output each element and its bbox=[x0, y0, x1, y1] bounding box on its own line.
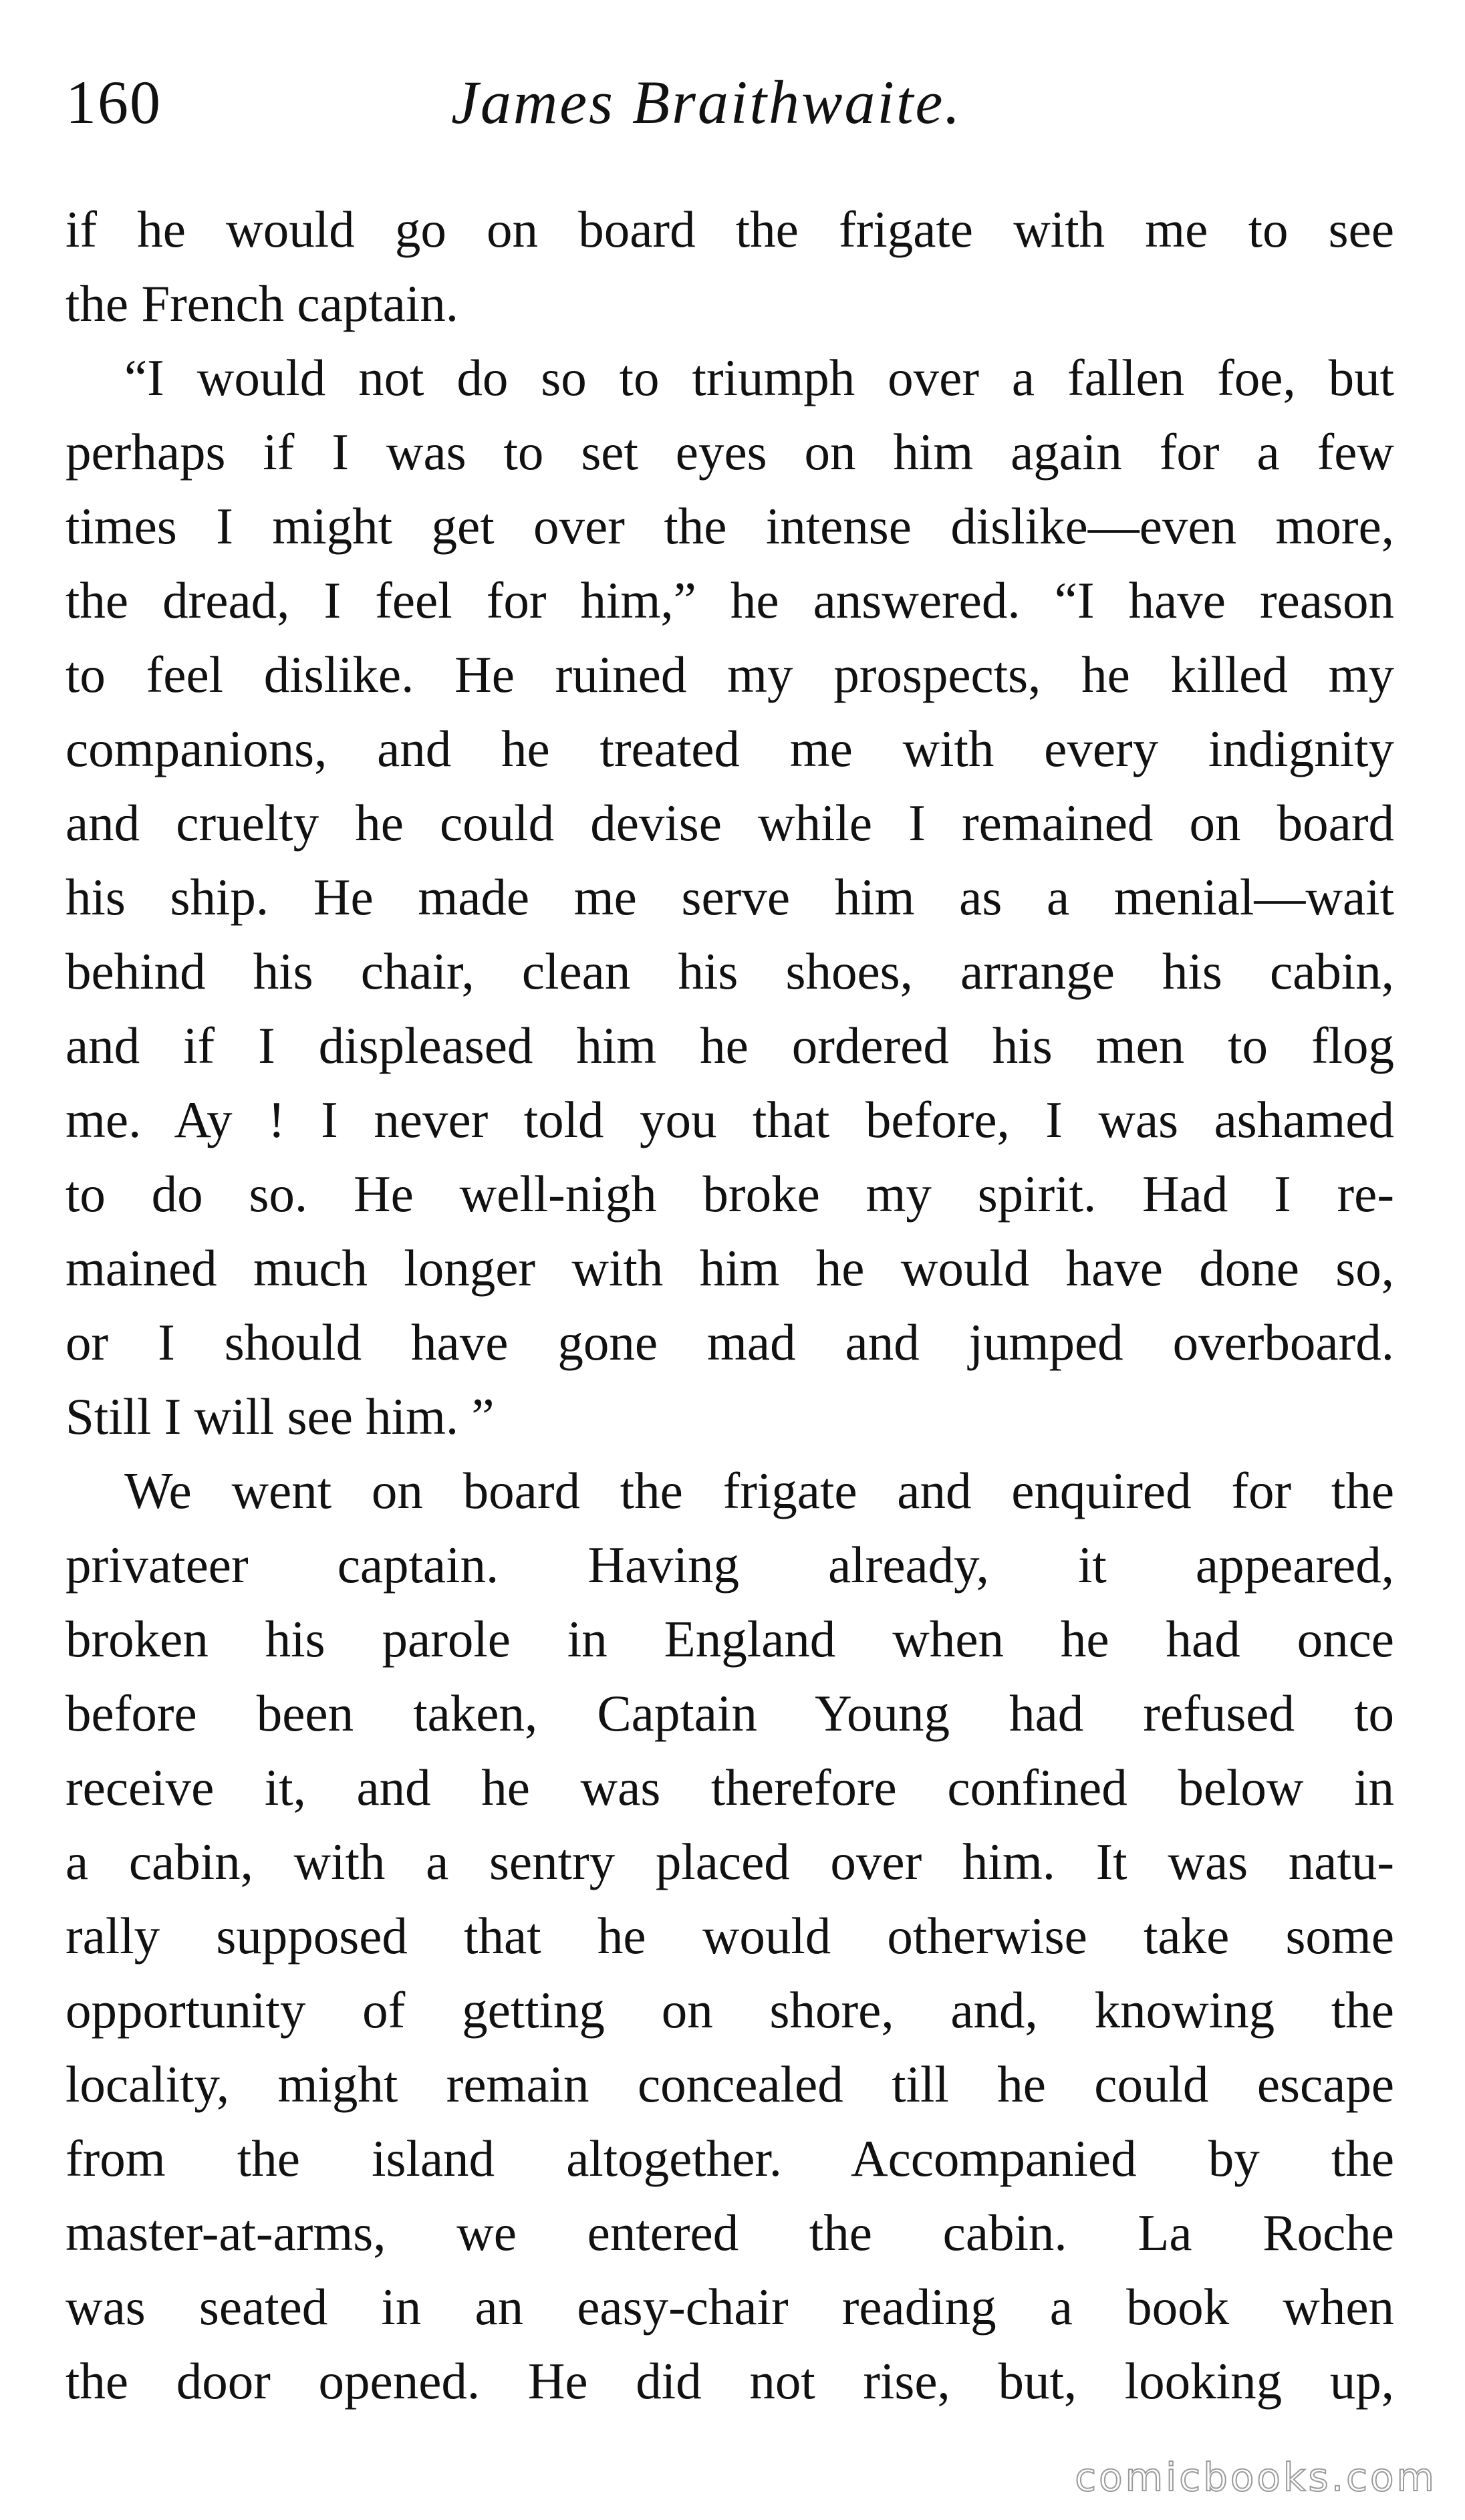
text-line: rally supposed that he would otherwise take some bbox=[65, 1907, 1394, 1965]
text-line: Still I will see him. ” bbox=[65, 1388, 495, 1445]
text-line: before been taken, Captain Young had refused to bbox=[65, 1684, 1394, 1742]
text-line: We went on board the frigate and enquired for the bbox=[124, 1462, 1394, 1519]
text-line: broken his parole in England when he had once bbox=[65, 1610, 1394, 1668]
text-line: to do so. He well-nigh broke my spirit. Had I re- bbox=[65, 1165, 1394, 1223]
text-line: companions, and he treated me with every indignity bbox=[65, 720, 1394, 777]
text-line: his ship. He made me serve him as a menial—wait bbox=[65, 868, 1394, 926]
text-line: from the island altogether. Accompanied by the bbox=[65, 2130, 1394, 2187]
text-line: or I should have gone mad and jumped overboard. bbox=[65, 1313, 1394, 1371]
page-header bbox=[0, 67, 1465, 154]
page-number: 160 bbox=[65, 68, 162, 136]
text-line: and cruelty he could devise while I remained on board bbox=[65, 794, 1394, 852]
text-line: to feel dislike. He ruined my prospects, he killed my bbox=[65, 646, 1394, 703]
text-line: the door opened. He did not rise, but, looking up, bbox=[65, 2352, 1394, 2410]
text-line: master-at-arms, we entered the cabin. La Roche bbox=[65, 2204, 1394, 2261]
text-line: the French captain. bbox=[65, 275, 458, 332]
text-line: times I might get over the intense dislike—even more, bbox=[65, 497, 1394, 555]
text-line: and if I displeased him he ordered his men to flog bbox=[65, 1017, 1394, 1074]
text-line: a cabin, with a sentry placed over him. It was natu- bbox=[65, 1833, 1394, 1890]
text-line: privateer captain. Having already, it appeared, bbox=[65, 1536, 1394, 1594]
text-line: was seated in an easy-chair reading a book when bbox=[65, 2278, 1394, 2336]
text-line: receive it, and he was therefore confined below in bbox=[65, 1759, 1394, 1816]
running-head: James Braithwaite. bbox=[451, 68, 962, 136]
body-text bbox=[65, 193, 1394, 2418]
text-line: opportunity of getting on shore, and, knowing the bbox=[65, 1981, 1394, 2039]
text-line: “I would not do so to triumph over a fallen foe, but bbox=[124, 349, 1394, 406]
watermark: comicbooks.com bbox=[1075, 2454, 1437, 2500]
text-line: locality, might remain concealed till he could escape bbox=[65, 2055, 1394, 2113]
text-line: the dread, I feel for him,” he answered. “I have reason bbox=[65, 572, 1394, 629]
text-line: mained much longer with him he would have done so, bbox=[65, 1239, 1394, 1297]
text-line: behind his chair, clean his shoes, arrange his cabin, bbox=[65, 942, 1394, 1000]
text-line: if he would go on board the frigate with me to see bbox=[65, 201, 1394, 258]
text-line: perhaps if I was to set eyes on him again for a few bbox=[65, 423, 1394, 481]
text-line: me. Ay ! I never told you that before, I was ashamed bbox=[65, 1091, 1394, 1148]
